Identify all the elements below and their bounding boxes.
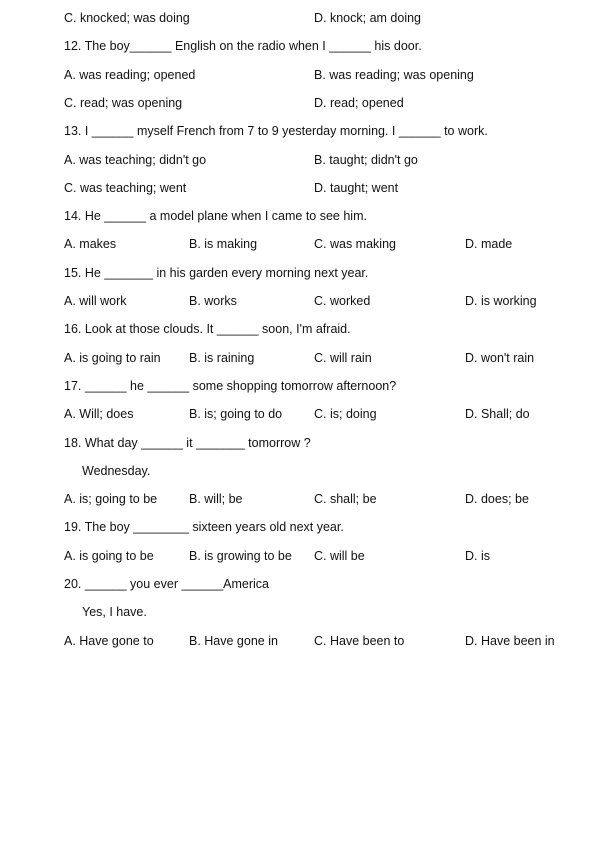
option-b: B. is; going to do	[189, 407, 283, 422]
question-line	[0, 517, 604, 537]
option-a: C. read; was opening	[64, 95, 183, 110]
option-b: B. taught; didn't go	[314, 152, 418, 167]
question-line	[0, 121, 604, 141]
question-line	[0, 36, 604, 56]
option-d: D. Shall; do	[465, 407, 530, 422]
question-line	[0, 433, 604, 453]
options-line	[0, 93, 604, 113]
option-c: C. worked	[314, 294, 371, 308]
options-line	[0, 291, 604, 311]
option-b: B. was reading; was opening	[314, 67, 474, 82]
answer-line	[0, 602, 604, 622]
option-c: C. will rain	[314, 350, 372, 365]
option-b: B. works	[189, 294, 237, 308]
option-a: A. is going to be	[64, 548, 154, 563]
option-b: B. is growing to be	[189, 548, 292, 563]
question-text: 14. He ______ a model plane when I came to see him.	[64, 209, 367, 224]
option-a: A. Have gone to	[64, 633, 154, 648]
option-a: A. will work	[64, 294, 127, 308]
option-b: B. is making	[189, 237, 258, 252]
option-b: B. is raining	[189, 350, 255, 365]
options-line	[0, 404, 604, 424]
option-d: D. won't rain	[465, 350, 535, 365]
question-text: 17. ______ he ______ some shopping tomorrow afternoon?	[64, 378, 397, 393]
option-a: A. Will; does	[64, 407, 134, 422]
options-line	[0, 234, 604, 254]
option-b: D. read; opened	[314, 95, 404, 110]
option-d: D. is	[465, 548, 490, 563]
option-a: A. is; going to be	[64, 492, 158, 507]
question-text: 20. ______ you ever ______America	[64, 577, 270, 591]
options-line	[0, 631, 604, 651]
options-line	[0, 489, 604, 509]
options-line	[0, 348, 604, 368]
question-line	[0, 376, 604, 396]
question-line	[0, 574, 604, 594]
question-line	[0, 319, 604, 339]
question-text: 15. He _______ in his garden every morning next year.	[64, 265, 369, 280]
options-line	[0, 8, 604, 28]
options-line	[0, 150, 604, 170]
question-text: 13. I ______ myself French from 7 to 9 yesterday morning. I ______ to work.	[64, 124, 488, 139]
answer-text: Wednesday.	[82, 463, 151, 478]
question-text: 12. The boy______ English on the radio when I ______ his door.	[64, 39, 422, 54]
option-b: B. Have gone in	[189, 633, 278, 648]
option-d: D. Have been in	[465, 633, 555, 648]
option-a: A. was teaching; didn't go	[64, 152, 207, 167]
question-line	[0, 263, 604, 283]
question-line	[0, 206, 604, 226]
option-b: B. will; be	[189, 492, 243, 507]
answer-text: Yes, I have.	[82, 605, 147, 620]
options-line	[0, 65, 604, 85]
options-line	[0, 178, 604, 198]
option-d: D. does; be	[465, 492, 529, 507]
options-line	[0, 546, 604, 566]
option-a: A. makes	[64, 237, 117, 252]
option-c: C. was making	[314, 237, 396, 252]
option-b: D. taught; went	[314, 180, 399, 195]
question-text: 18. What day ______ it _______ tomorrow ?	[64, 435, 311, 450]
question-text: 19. The boy ________ sixteen years old next year.	[64, 520, 344, 535]
option-a: C. was teaching; went	[64, 180, 187, 195]
option-a: A. is going to rain	[64, 350, 161, 365]
option-d: D. made	[465, 237, 513, 252]
option-c: C. will be	[314, 548, 365, 563]
option-c: C. Have been to	[314, 633, 405, 648]
option-b: D. knock; am doing	[314, 11, 421, 25]
option-d: D. is working	[465, 294, 537, 308]
option-a: A. was reading; opened	[64, 67, 196, 82]
question-text: 16. Look at those clouds. It ______ soon, I'm afraid.	[64, 322, 351, 337]
option-a: C. knocked; was doing	[64, 11, 190, 25]
option-c: C. shall; be	[314, 492, 377, 507]
option-c: C. is; doing	[314, 407, 377, 422]
answer-line	[0, 461, 604, 481]
